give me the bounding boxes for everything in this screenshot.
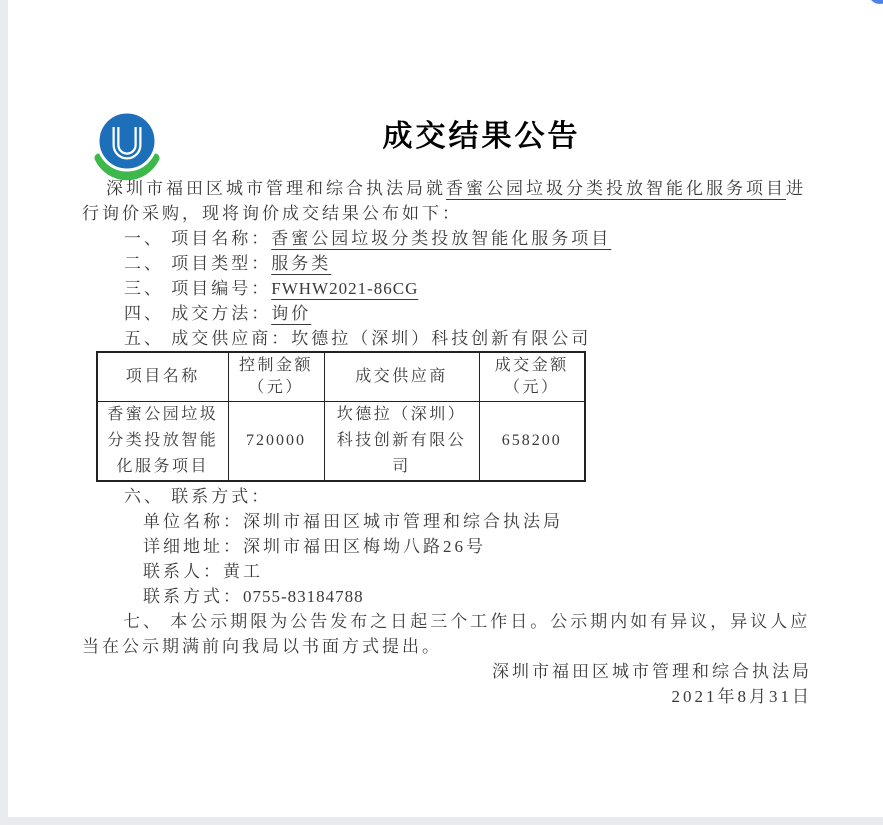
header-text: 成交金额 xyxy=(494,357,569,374)
cell-project-name: 香蜜公园垃圾分类投放智能化服务项目 xyxy=(97,402,228,482)
cell-deal-amount: 658200 xyxy=(479,402,585,482)
table-row xyxy=(97,402,585,482)
contact-phone xyxy=(82,584,812,609)
header-text: 控制金额 xyxy=(238,357,313,374)
contact-label: 单位名称： xyxy=(143,512,243,531)
item-value: 坎德拉（深圳）科技创新有限公司 xyxy=(291,329,592,348)
header-control-amount xyxy=(228,352,324,402)
item-value: FWHW2021-86CG xyxy=(271,279,419,298)
contact-value: 深圳市福田区梅坳八路26号 xyxy=(243,537,486,556)
header-project-name xyxy=(97,352,228,402)
header-subtext: （元） xyxy=(503,379,560,396)
document-body xyxy=(82,176,812,709)
notice-paragraph: 七、 本公示期限为公告发布之日起三个工作日。公示期内如有异议，异议人应当在公示期满前向我局以书面方式提出。 xyxy=(82,612,811,656)
item-value: 询价 xyxy=(271,304,312,323)
list-item-supplier xyxy=(82,326,812,351)
contact-heading: 六、 联系方式： xyxy=(124,487,272,506)
list-item-project-type xyxy=(82,251,812,276)
header-supplier xyxy=(324,352,479,402)
intro-text-pre: 深圳市福田区城市管理和综合执法局就 xyxy=(106,179,446,198)
cell-control-amount: 720000 xyxy=(228,402,324,482)
table-header-row xyxy=(97,352,585,402)
contact-label: 联系方式： xyxy=(143,587,243,606)
list-item-deal-method xyxy=(82,301,812,326)
contact-value: 深圳市福田区城市管理和综合执法局 xyxy=(243,512,563,531)
header-subtext: （元） xyxy=(248,379,304,396)
contact-value: 0755-83184788 xyxy=(243,587,364,606)
intro-text-post: 进行询价采购，现将询价成交结果公布如下： xyxy=(82,179,806,223)
list-item-project-name xyxy=(82,226,812,251)
intro-project-name-underlined: 香蜜公园垃圾分类投放智能化服务项目 xyxy=(446,179,786,198)
header-text: 成交供应商 xyxy=(355,368,448,385)
item-value: 服务类 xyxy=(271,254,332,273)
list-item-project-number xyxy=(82,276,812,301)
item-label: 一、 项目名称： xyxy=(124,229,272,248)
floating-corner-button[interactable] xyxy=(868,0,883,4)
page-title: 成交结果公告 xyxy=(382,120,581,153)
contact-unit-name xyxy=(82,509,812,534)
contact-label: 联系人： xyxy=(143,562,223,581)
item-value: 香蜜公园垃圾分类投放智能化服务项目 xyxy=(271,229,612,248)
item-label: 五、 成交供应商： xyxy=(124,329,292,348)
item-label: 二、 项目类型： xyxy=(124,254,272,273)
result-table xyxy=(96,351,586,482)
contact-value: 黄工 xyxy=(223,562,263,581)
header-deal-amount xyxy=(479,352,585,402)
contact-address xyxy=(82,534,812,559)
signature-org: 深圳市福田区城市管理和综合执法局 xyxy=(492,662,812,681)
item-label: 四、 成交方法： xyxy=(124,304,272,323)
item-label: 三、 项目编号： xyxy=(124,279,272,298)
cell-supplier: 坎德拉（深圳）科技创新有限公司 xyxy=(324,402,479,482)
bottom-margin-strip xyxy=(0,817,883,825)
signature-date: 2021年8月31日 xyxy=(671,687,812,706)
header-text: 项目名称 xyxy=(125,368,200,385)
contact-person xyxy=(82,559,812,584)
intro-paragraph xyxy=(82,176,812,226)
contact-label: 详细地址： xyxy=(143,537,243,556)
